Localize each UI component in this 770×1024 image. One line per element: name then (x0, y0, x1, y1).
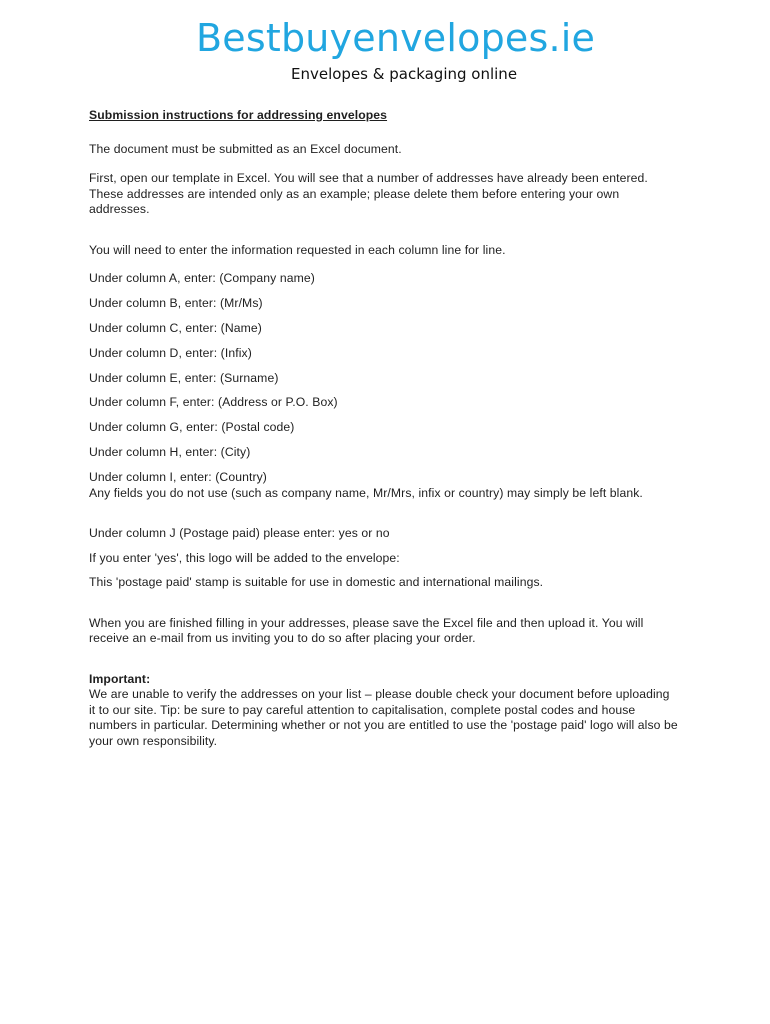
paragraph-open-template: First, open our template in Excel. You will see that a number of addresses have already been entered. These addresses are intended only as an example; please delete them before entering your own addresses. (89, 171, 648, 216)
paragraph-document-format: The document must be submitted as an Excel document. (89, 141, 402, 156)
important-label: Important: (89, 671, 151, 686)
column-instruction-a: Under column A, enter: (Company name) (89, 271, 315, 285)
logo-wordmark: Bestbuyenvelopes.ie (196, 16, 596, 60)
paragraph-column-j: Under column J (Postage paid) please enter: yes or no (89, 526, 390, 541)
document-body (89, 108, 679, 749)
paragraph-important-notice: We are unable to verify the addresses on your list – please double check your document before uploading it to our site. Tip: be sure to pay careful attention to capitalisation, complete postal codes and house numbers in particular. Determining whether or not you are entitled to use the 'postage paid' logo will also be your own responsibility. (89, 687, 678, 748)
paragraph-postage-stamp: This 'postage paid' stamp is suitable for use in domestic and international mailings. (89, 575, 544, 590)
brand-logo (0, 8, 770, 98)
column-instruction-i: Under column I, enter: (Country) (89, 470, 267, 485)
paragraph-upload-instructions: When you are finished filling in your addresses, please save the Excel file and then upload it. You will receive an e-mail from us inviting you to do so after placing your order. (89, 615, 644, 646)
column-instruction-c: Under column C, enter: (Name) (89, 320, 262, 335)
column-instruction-b: Under column B, enter: (Mr/Ms) (89, 295, 263, 310)
column-instruction-f: Under column F, enter: (Address or P.O. Box) (89, 395, 338, 410)
paragraph-blank-fields: Any fields you do not use (such as company name, Mr/Mrs, infix or country) may simply be left blank. (89, 485, 643, 500)
column-instruction-h: Under column H, enter: (City) (89, 445, 251, 460)
column-instruction-d: Under column D, enter: (Infix) (89, 345, 252, 360)
column-instruction-g: Under column G, enter: (Postal code) (89, 420, 295, 435)
paragraph-yes-logo: If you enter 'yes', this logo will be added to the envelope: (89, 550, 400, 565)
column-instruction-e: Under column E, enter: (Surname) (89, 370, 279, 385)
document-heading: Submission instructions for addressing envelopes (89, 108, 388, 122)
paragraph-enter-info: You will need to enter the information requested in each column line for line. (89, 242, 506, 257)
logo-tagline: Envelopes & packaging online (291, 65, 518, 83)
